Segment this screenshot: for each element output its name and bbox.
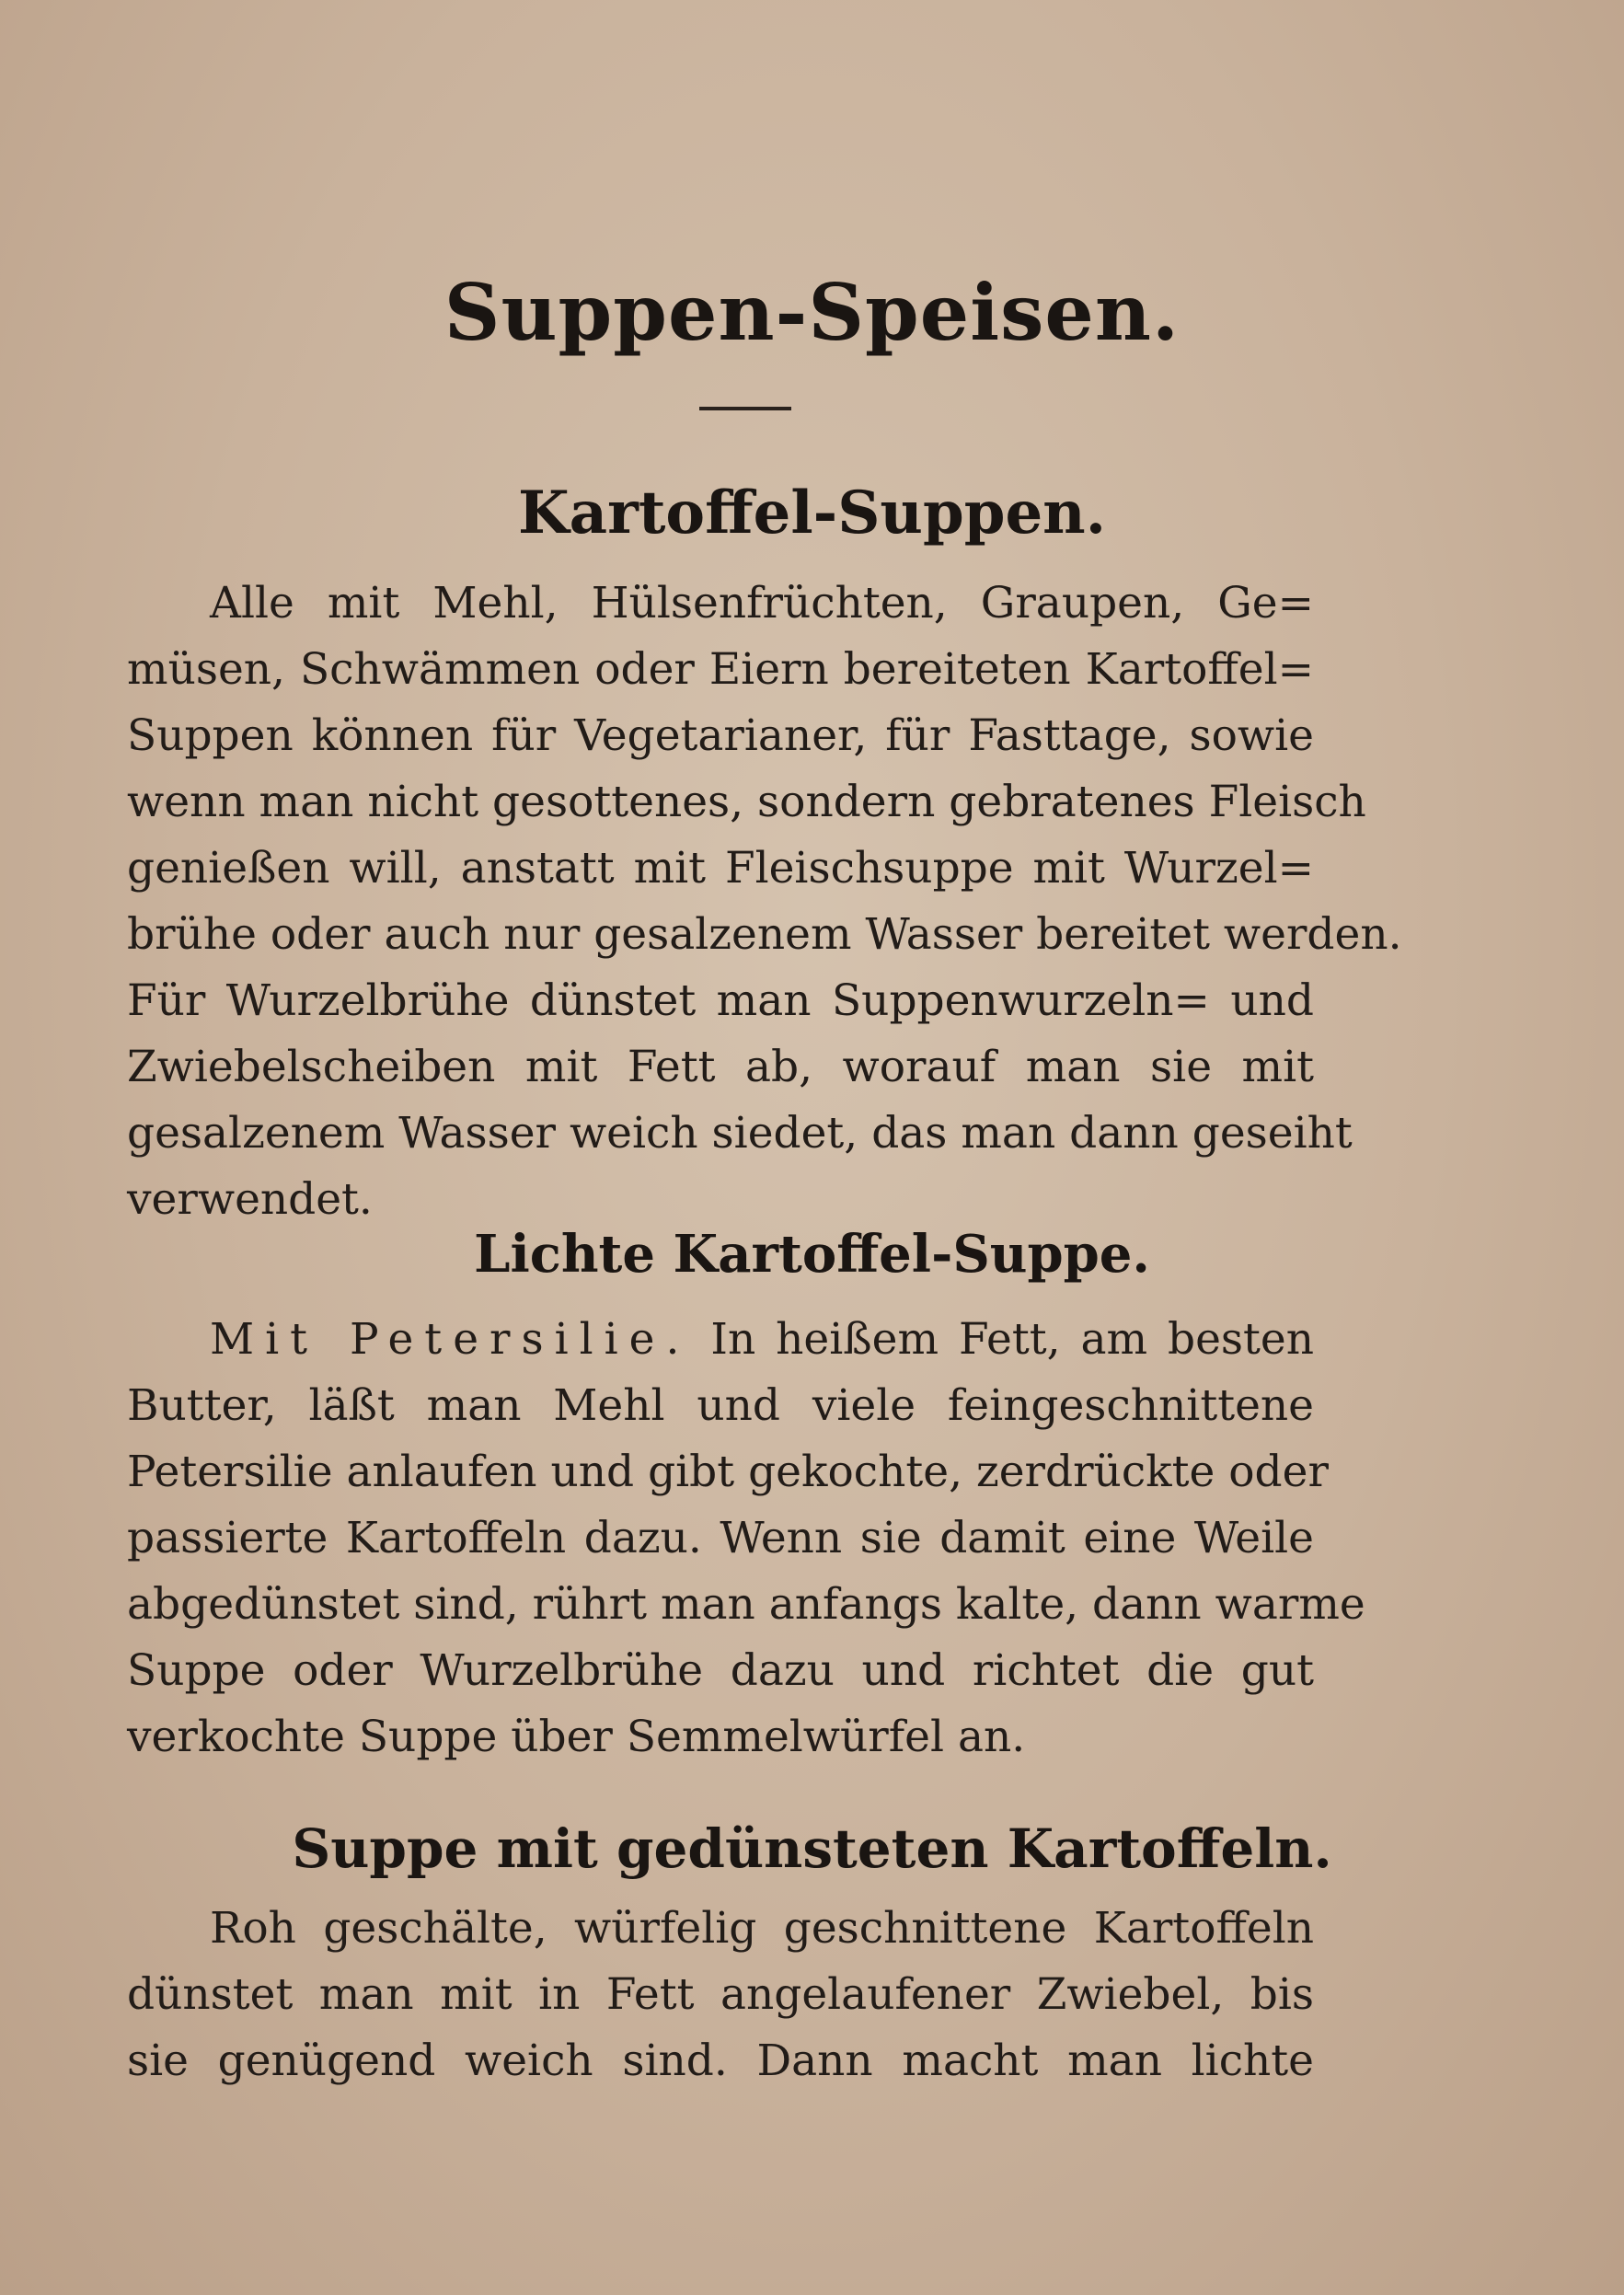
text-line: Zwiebelscheiben mit Fett ab, worauf man sie mit [127, 1042, 1314, 1092]
text-line: genießen will, anstatt mit Fleischsuppe mit Wurzel= [127, 843, 1314, 894]
paragraph-kartoffel-suppen [127, 571, 1402, 1233]
text-line [127, 1307, 1314, 1373]
title-divider [699, 407, 791, 410]
paragraph-suppe-gedunstete-kartoffeln [127, 1896, 1314, 2094]
text-line: sie genügend weich sind. Dann macht man lichte [127, 2036, 1314, 2086]
paragraph-lichte-kartoffel-suppe [127, 1307, 1365, 1770]
text-line: dünstet man mit in Fett angelaufener Zwiebel, bis [127, 1969, 1314, 2020]
section-heading-suppe-gedunstete-kartoffeln: Suppe mit gedünsteten Kartoffeln. [292, 1817, 1332, 1880]
page-title: Suppen-Speisen. [443, 267, 1181, 358]
text-line: brühe oder auch nur gesalzenem Wasser bereitet werden. [127, 909, 1402, 960]
text-line: verwendet. [127, 1174, 373, 1225]
text-line: Für Wurzelbrühe dünstet man Suppenwurzeln= und [127, 975, 1314, 1026]
spaced-lead: Mit Petersilie. [210, 1314, 691, 1365]
text-line: Suppen können für Vegetarianer, für Fasttage, sowie [127, 710, 1314, 761]
text-line: verkochte Suppe über Semmelwürfel an. [127, 1712, 1026, 1762]
section-heading-kartoffel-suppen: Kartoffel-Suppen. [518, 479, 1106, 548]
text-line: gesalzenem Wasser weich siedet, das man dann geseiht [127, 1108, 1353, 1159]
text-line: Petersilie anlaufen und gibt gekochte, zerdrückte oder [127, 1447, 1329, 1497]
text-line: Alle mit Mehl, Hülsenfrüchten, Graupen, Ge= [210, 578, 1314, 629]
line-text: In heißem Fett, am besten [710, 1314, 1314, 1365]
text-line: abgedünstet sind, rührt man anfangs kalte, dann warme [127, 1579, 1365, 1630]
text-line: passierte Kartoffeln dazu. Wenn sie damit eine Weile [127, 1513, 1314, 1563]
text-line: Roh geschälte, würfelig geschnittene Kartoffeln [210, 1903, 1314, 1954]
text-line: Butter, läßt man Mehl und viele feingeschnittene [127, 1380, 1314, 1431]
text-line: Suppe oder Wurzelbrühe dazu und richtet die gut [127, 1645, 1314, 1696]
text-line: müsen, Schwämmen oder Eiern bereiteten Kartoffel= [127, 644, 1314, 695]
section-heading-lichte-kartoffel-suppe: Lichte Kartoffel-Suppe. [474, 1224, 1150, 1285]
text-line: wenn man nicht gesottenes, sondern gebratenes Fleisch [127, 777, 1366, 827]
